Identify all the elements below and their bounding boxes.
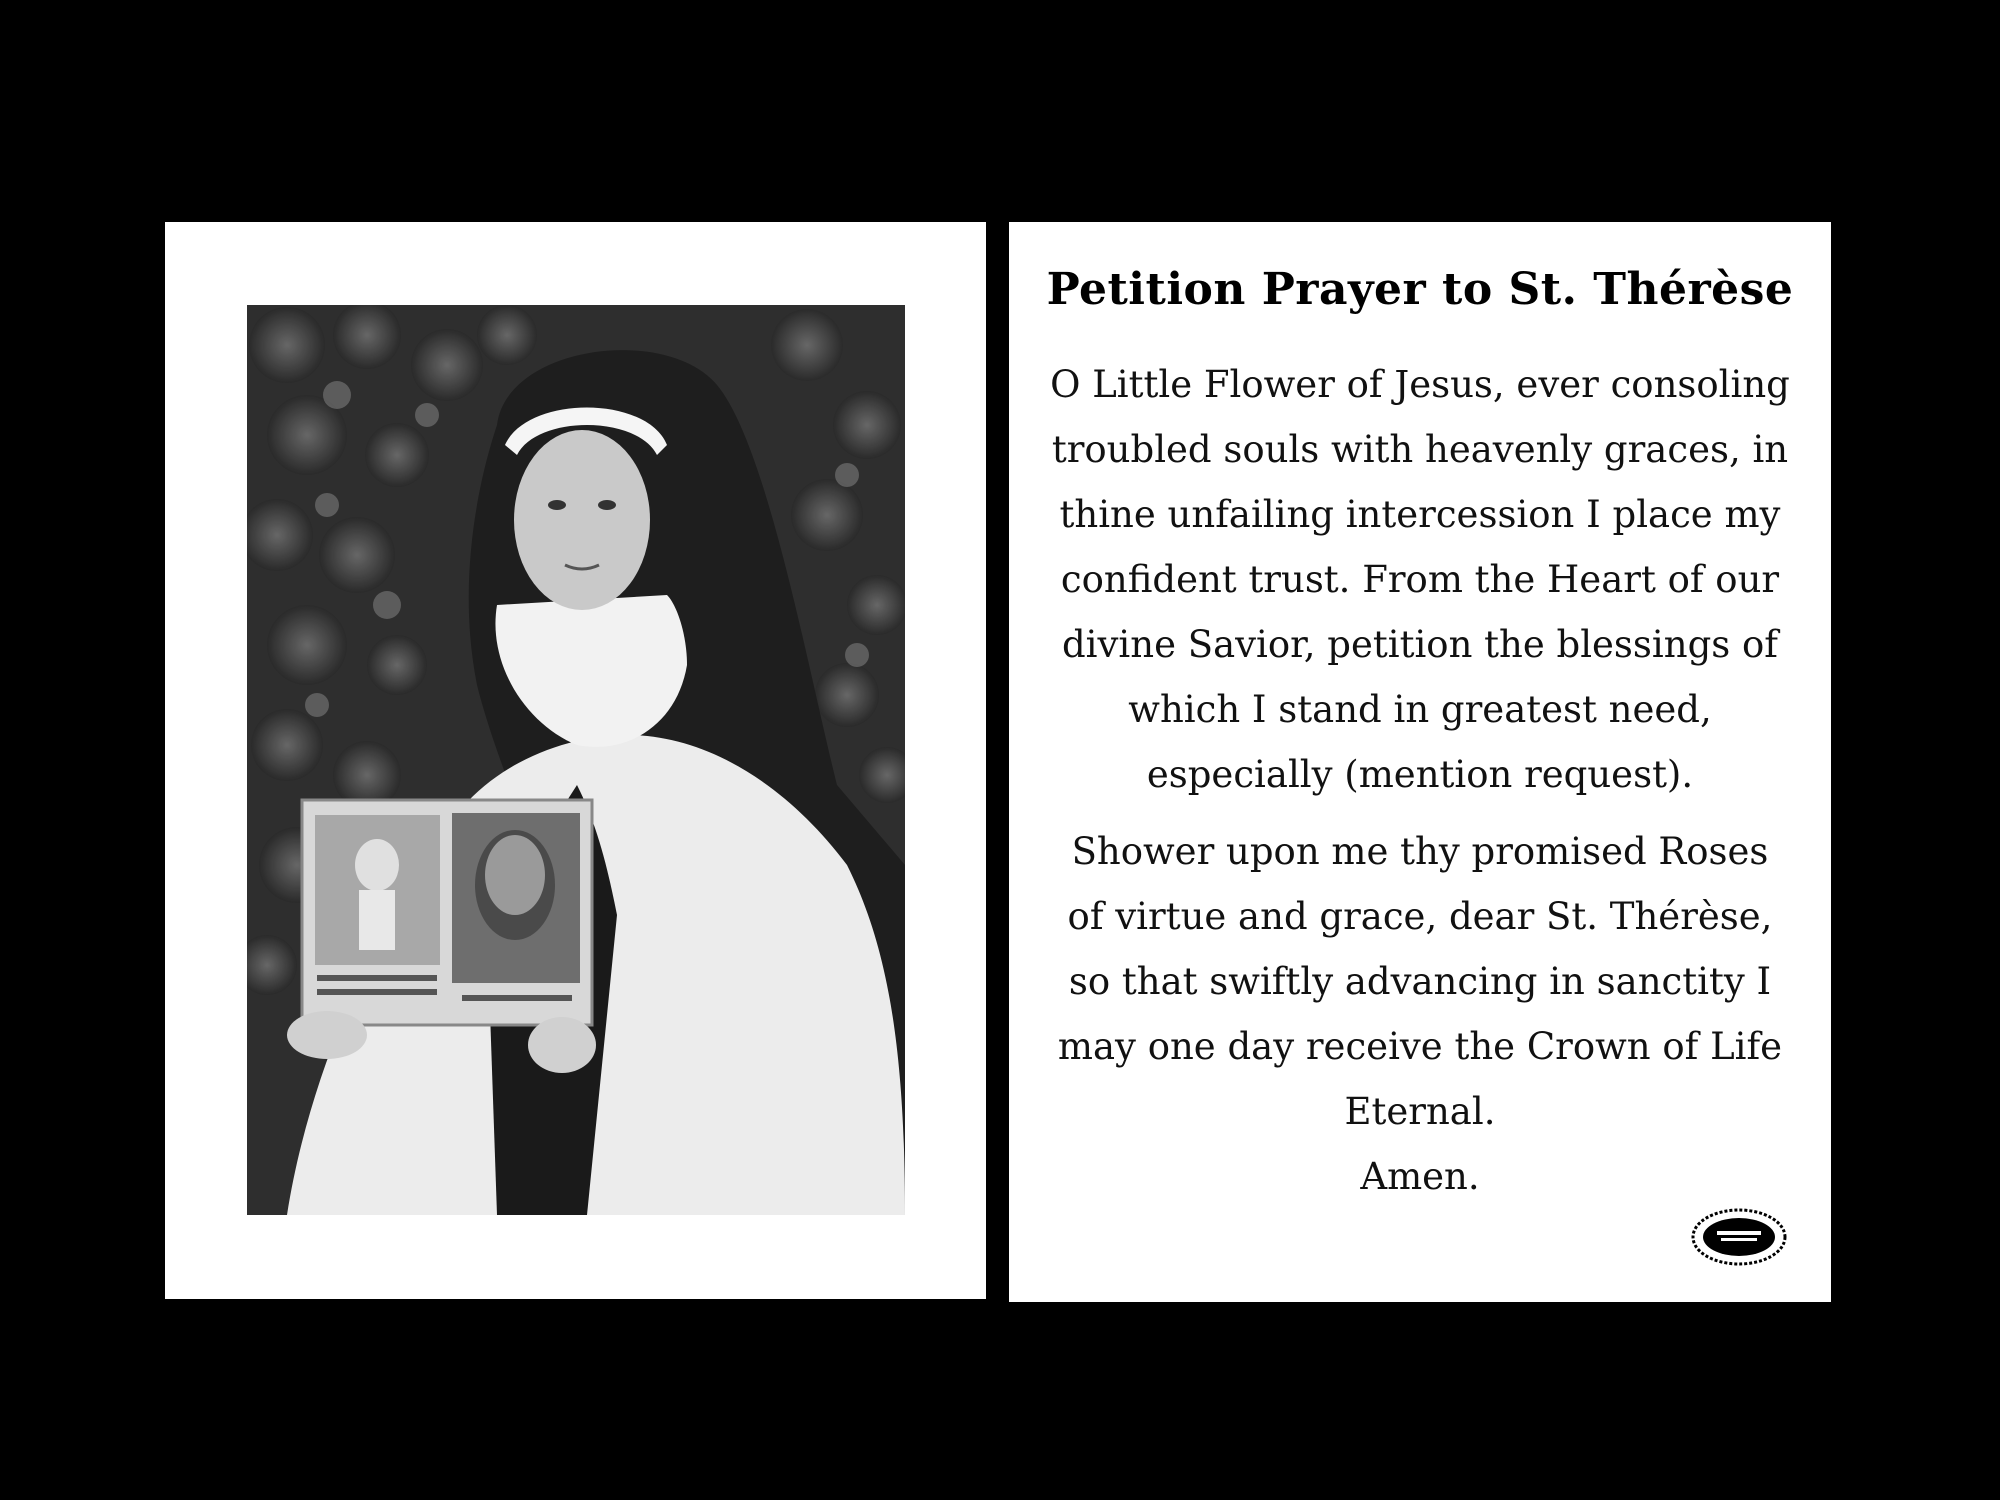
prayer-amen: Amen. (1360, 1155, 1480, 1198)
publisher-seal-icon (1689, 1207, 1789, 1267)
prayer-title: Petition Prayer to St. Thérèse (1046, 264, 1794, 315)
prayer-body (1049, 352, 1791, 1209)
prayer-paragraph-1: O Little Flower of Jesus, ever consoling troubled souls with heavenly graces, in thine unfailing intercession I place my confident trust. From the Heart of our divine Savior, petition the blessings of which I stand in greatest need, especially (mention request). (1050, 363, 1790, 796)
saint-photo (247, 305, 905, 1215)
photo-card (165, 222, 986, 1299)
saint-photo-illustration (247, 305, 905, 1215)
prayer-card (1009, 222, 1831, 1302)
prayer-paragraph-2: Shower upon me thy promised Roses of virtue and grace, dear St. Thérèse, so that swiftly advancing in sanctity I may one day receive the Crown of Life Eternal. (1057, 830, 1783, 1133)
